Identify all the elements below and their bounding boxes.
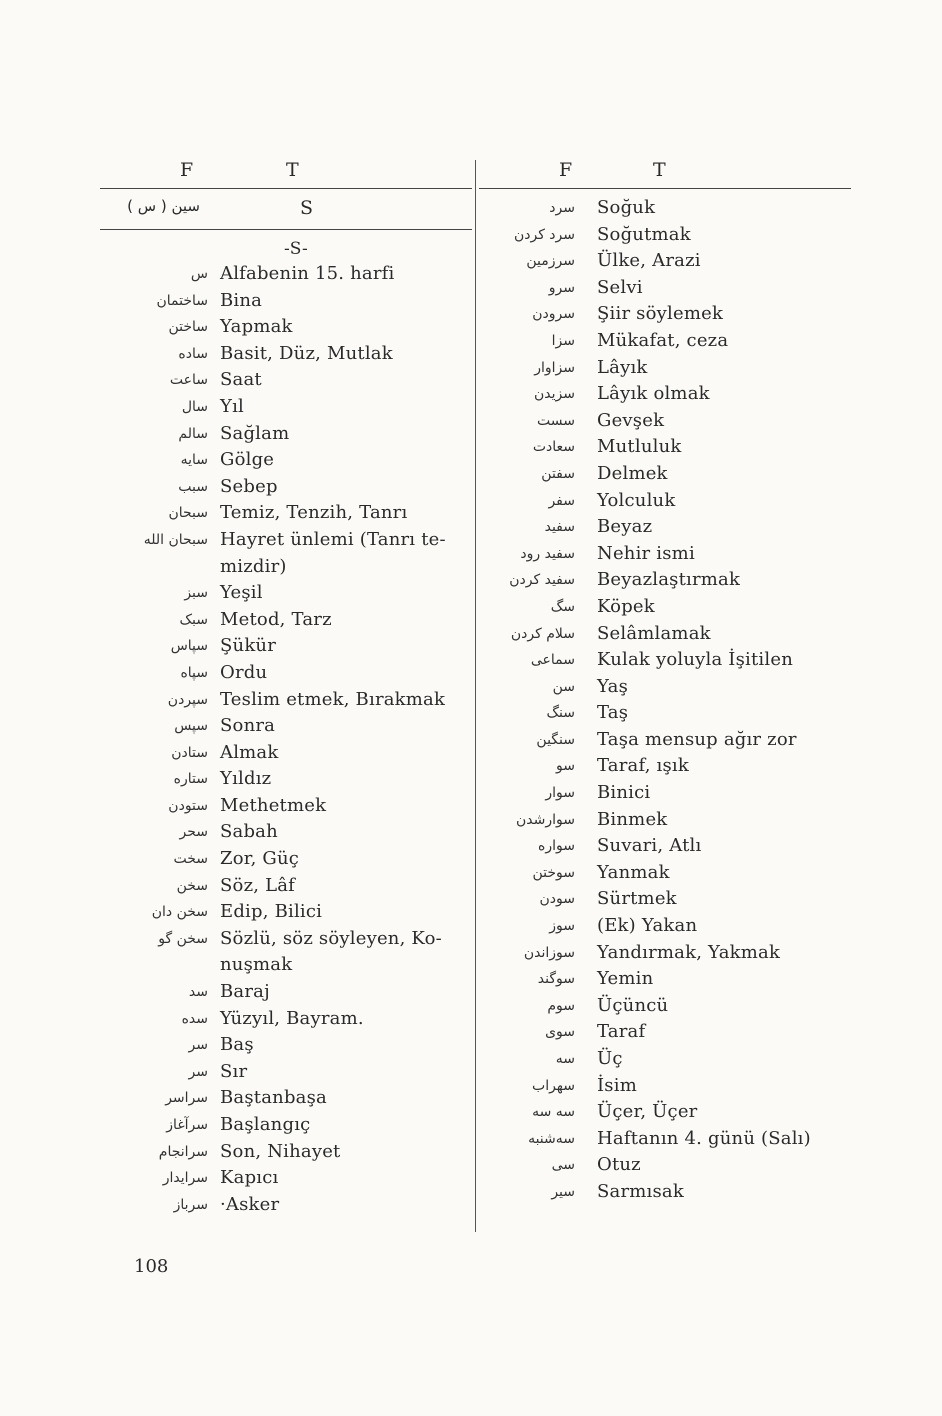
turkish-meaning: Mükafat, ceza — [597, 329, 729, 351]
turkish-meaning: Taşa mensup ağır zor — [597, 728, 797, 750]
persian-word: ساختمان — [156, 292, 208, 309]
dictionary-entry — [479, 222, 851, 249]
persian-word: سبز — [184, 585, 208, 602]
dictionary-entry — [479, 514, 851, 541]
persian-word: ساعت — [169, 372, 208, 389]
left-column-header — [100, 150, 472, 189]
persian-word: سزاوار — [534, 359, 575, 376]
turkish-meaning: Haftanın 4. günü (Salı) — [597, 1127, 811, 1149]
persian-word: سپاه — [180, 664, 208, 681]
right-column-header — [479, 150, 851, 189]
dictionary-entry — [479, 248, 851, 275]
turkish-meaning: Baraj — [220, 981, 270, 1003]
dictionary-entry — [100, 474, 472, 501]
header-f-label: F — [559, 159, 573, 181]
dictionary-entry — [100, 554, 472, 581]
dictionary-entry — [100, 261, 472, 288]
persian-word: سرآغاز — [166, 1117, 208, 1133]
turkish-meaning: Nehir ismi — [597, 542, 695, 564]
turkish-meaning: Selvi — [597, 276, 643, 298]
turkish-meaning: Selâmlamak — [597, 622, 711, 644]
turkish-meaning: Yandırmak, Yakmak — [597, 941, 781, 963]
dictionary-entry — [479, 913, 851, 940]
letter-name-persian: ( س ) سین — [127, 197, 200, 215]
persian-word: سوار — [545, 785, 575, 802]
turkish-meaning: Gölge — [220, 449, 275, 471]
dictionary-entry — [479, 833, 851, 860]
dictionary-entry — [100, 367, 472, 394]
persian-word: س — [190, 266, 208, 282]
turkish-meaning: ·Asker — [220, 1193, 280, 1215]
turkish-meaning: Sonra — [220, 715, 276, 737]
dictionary-entry — [479, 1073, 851, 1100]
turkish-meaning: Teslim etmek, Bırakmak — [220, 688, 446, 710]
persian-word: سوختن — [532, 864, 575, 881]
turkish-meaning: Bina — [220, 289, 263, 311]
dictionary-entry — [479, 195, 851, 222]
turkish-meaning: Suvari, Atlı — [597, 835, 702, 857]
dictionary-entry — [100, 687, 472, 714]
dictionary-entry — [100, 288, 472, 315]
persian-word: سوز — [549, 918, 575, 935]
dictionary-entry — [100, 873, 472, 900]
dictionary-entry — [100, 926, 472, 953]
dictionary-entry — [100, 713, 472, 740]
turkish-meaning: Saat — [220, 369, 262, 391]
dictionary-entry — [479, 674, 851, 701]
turkish-meaning: Gevşek — [597, 409, 665, 431]
dictionary-entry — [479, 647, 851, 674]
turkish-meaning: Mutluluk — [597, 436, 682, 458]
persian-word: سی — [551, 1157, 575, 1174]
dictionary-entry — [100, 846, 472, 873]
turkish-meaning: Zor, Güç — [220, 848, 300, 870]
turkish-meaning: Sarmısak — [597, 1180, 684, 1202]
dictionary-entry — [479, 381, 851, 408]
persian-word: سوی — [545, 1024, 575, 1041]
persian-word: سبحان الله — [143, 531, 208, 548]
turkish-meaning: Ülke, Arazi — [597, 250, 701, 272]
dictionary-entry — [479, 1046, 851, 1073]
persian-word: سفید رود — [520, 545, 575, 562]
right-column — [479, 150, 851, 1206]
turkish-meaning: Temiz, Tenzih, Tanrı — [220, 502, 408, 524]
dictionary-entry — [479, 434, 851, 461]
dictionary-entry — [479, 780, 851, 807]
persian-word: سست — [537, 412, 575, 429]
turkish-meaning: mizdir) — [220, 555, 287, 577]
dictionary-entry — [100, 740, 472, 767]
persian-word: سد — [188, 984, 208, 1001]
turkish-meaning: (Ek) Yakan — [597, 915, 698, 937]
dictionary-entry — [479, 753, 851, 780]
dictionary-entry — [100, 394, 472, 421]
dictionary-entry — [100, 1032, 472, 1059]
persian-word: سه — [555, 1051, 575, 1067]
turkish-meaning: Yıl — [220, 395, 244, 417]
dictionary-entry — [100, 1006, 472, 1033]
turkish-meaning: Üçüncü — [597, 994, 669, 1016]
persian-word: سماعی — [530, 652, 575, 669]
dictionary-entry — [479, 541, 851, 568]
dictionary-entry — [479, 807, 851, 834]
dictionary-entry — [100, 793, 472, 820]
persian-word: سرودن — [532, 306, 575, 323]
right-entry-list — [479, 195, 851, 1206]
letter-name-latin: S — [300, 197, 314, 219]
persian-word: سنگین — [536, 731, 575, 748]
persian-word: سراسر — [165, 1090, 208, 1107]
header-t-label: T — [653, 159, 666, 181]
turkish-meaning: Methetmek — [220, 794, 327, 816]
turkish-meaning: Binmek — [597, 808, 668, 830]
dictionary-entry — [100, 527, 472, 554]
persian-word: سو — [556, 758, 575, 775]
turkish-meaning: Yanmak — [597, 861, 670, 883]
persian-word: سال — [181, 398, 208, 415]
turkish-meaning: Otuz — [597, 1154, 641, 1176]
dictionary-entry — [100, 952, 472, 979]
dictionary-entry — [100, 421, 472, 448]
dictionary-entry — [100, 899, 472, 926]
turkish-meaning: Beyazlaştırmak — [597, 569, 741, 591]
persian-word: سفتن — [541, 465, 575, 482]
persian-word: سعادت — [532, 439, 575, 456]
turkish-meaning: Üç — [597, 1048, 623, 1069]
persian-word: سهراب — [532, 1077, 575, 1094]
persian-word: سبحان — [168, 505, 208, 522]
persian-word: ستادن — [171, 744, 208, 761]
persian-word: سر — [188, 1037, 208, 1054]
persian-word: سخن دان — [151, 904, 208, 921]
dictionary-entry — [479, 621, 851, 648]
persian-word: سرایدار — [162, 1170, 208, 1187]
dictionary-entry — [479, 886, 851, 913]
turkish-meaning: Şükür — [220, 635, 277, 657]
dictionary-entry — [479, 1126, 851, 1153]
left-entry-list — [100, 261, 472, 1218]
turkish-meaning: Almak — [220, 741, 279, 763]
dictionary-entry — [100, 1085, 472, 1112]
dictionary-entry — [479, 461, 851, 488]
turkish-meaning: Taraf — [597, 1021, 646, 1043]
dictionary-entry — [100, 1139, 472, 1166]
turkish-meaning: Yaş — [597, 675, 629, 697]
persian-word: سخت — [173, 851, 208, 868]
persian-word: سحر — [179, 824, 208, 841]
persian-word: ستودن — [168, 797, 208, 814]
dictionary-entry — [479, 1179, 851, 1206]
persian-word: سبب — [178, 478, 208, 495]
column-divider — [475, 160, 476, 1232]
turkish-meaning: Lâyık — [597, 356, 648, 378]
turkish-meaning: Ordu — [220, 661, 268, 683]
persian-word: سلام کردن — [510, 625, 575, 642]
turkish-meaning: Alfabenin 15. harfi — [220, 263, 395, 284]
persian-word: سفر — [548, 492, 575, 509]
left-column — [100, 150, 472, 1218]
turkish-meaning: Söz, Lâf — [220, 874, 296, 896]
persian-word: سده — [181, 1010, 208, 1027]
dictionary-entry — [479, 328, 851, 355]
turkish-meaning: Yeşil — [220, 582, 263, 604]
persian-word: ساختن — [168, 319, 208, 336]
dictionary-entry — [100, 660, 472, 687]
dictionary-entry — [100, 500, 472, 527]
persian-word: سایه — [180, 452, 208, 469]
turkish-meaning: Hayret ünlemi (Tanrı te- — [220, 528, 446, 550]
turkish-meaning: Şiir söylemek — [597, 303, 724, 325]
dictionary-entry — [479, 301, 851, 328]
persian-word: سالم — [178, 425, 208, 442]
header-f-label: F — [180, 159, 194, 181]
turkish-meaning: Kapıcı — [220, 1167, 279, 1189]
dictionary-entry — [100, 1165, 472, 1192]
turkish-meaning: nuşmak — [220, 954, 293, 976]
persian-word: سرانجام — [158, 1143, 208, 1160]
dictionary-entry — [479, 727, 851, 754]
dictionary-entry — [100, 341, 472, 368]
persian-word: سه سه — [532, 1104, 575, 1121]
persian-word: سبک — [179, 611, 208, 628]
persian-word: سیر — [551, 1183, 575, 1200]
dictionary-entry — [479, 1099, 851, 1126]
turkish-meaning: Sözlü, söz söyleyen, Ko- — [220, 927, 442, 949]
persian-word: سرد — [549, 200, 575, 216]
dictionary-entry — [100, 979, 472, 1006]
persian-word: سخن — [176, 877, 208, 894]
dictionary-entry — [479, 275, 851, 302]
dictionary-entry — [479, 966, 851, 993]
turkish-meaning: Edip, Bilici — [220, 901, 323, 923]
persian-word: سرد کردن — [513, 226, 575, 243]
dictionary-entry — [479, 567, 851, 594]
persian-word: سه‌شنبه — [528, 1130, 575, 1147]
turkish-meaning: İsim — [597, 1074, 637, 1096]
dictionary-entry — [479, 355, 851, 382]
header-t-label: T — [286, 159, 299, 181]
dictionary-entry — [479, 1019, 851, 1046]
turkish-meaning: Başlangıç — [220, 1114, 311, 1135]
persian-word: سن — [552, 678, 575, 695]
dictionary-entry — [479, 1152, 851, 1179]
turkish-meaning: Baştanbaşa — [220, 1087, 327, 1109]
dictionary-entry — [479, 594, 851, 621]
turkish-meaning: Basit, Düz, Mutlak — [220, 342, 393, 364]
turkish-meaning: Yıldız — [220, 768, 272, 790]
persian-word: سپس — [174, 718, 208, 735]
turkish-meaning: Soğuk — [597, 197, 656, 218]
page-number: 108 — [134, 1256, 169, 1277]
persian-word: سر — [188, 1063, 208, 1080]
dictionary-entry — [100, 766, 472, 793]
persian-word: سزا — [551, 332, 575, 349]
turkish-meaning: Üçer, Üçer — [597, 1101, 698, 1123]
dictionary-entry — [479, 993, 851, 1020]
turkish-meaning: Yüzyıl, Bayram. — [220, 1007, 364, 1029]
turkish-meaning: Baş — [220, 1034, 254, 1056]
persian-word: سودن — [539, 891, 575, 908]
dictionary-entry — [479, 940, 851, 967]
turkish-meaning: Taş — [597, 702, 629, 724]
turkish-meaning: Beyaz — [597, 516, 653, 538]
dictionary-entry — [100, 633, 472, 660]
persian-word: سزیدن — [534, 386, 575, 403]
persian-word: سرزمین — [526, 253, 575, 270]
dictionary-entry — [479, 860, 851, 887]
dictionary-entry — [479, 700, 851, 727]
persian-word: سوم — [547, 997, 575, 1014]
turkish-meaning: Soğutmak — [597, 223, 691, 245]
turkish-meaning: Sebep — [220, 475, 278, 497]
dictionary-entry — [479, 488, 851, 515]
dictionary-entry — [479, 408, 851, 435]
dictionary-entry — [100, 314, 472, 341]
section-mark: -S- — [284, 239, 308, 259]
turkish-meaning: Yapmak — [220, 316, 293, 338]
dictionary-entry — [100, 819, 472, 846]
persian-word: سپردن — [167, 691, 208, 708]
letter-subheader — [100, 189, 472, 230]
turkish-meaning: Yemin — [597, 968, 654, 990]
turkish-meaning: Kulak yoluyla İşitilen — [597, 649, 793, 671]
turkish-meaning: Son, Nihayet — [220, 1140, 341, 1162]
dictionary-entry — [100, 580, 472, 607]
turkish-meaning: Köpek — [597, 595, 655, 617]
turkish-meaning: Taraf, ışık — [597, 755, 689, 777]
turkish-meaning: Lâyık olmak — [597, 383, 710, 405]
persian-word: ستاره — [173, 771, 208, 788]
persian-word: سخن گو — [158, 930, 208, 947]
turkish-meaning: Yolculuk — [597, 489, 676, 511]
persian-word: سنگ — [546, 705, 575, 722]
persian-word: سوگند — [537, 971, 575, 988]
turkish-meaning: Sır — [220, 1060, 248, 1082]
persian-word: سفید — [544, 519, 575, 536]
persian-word: سپاس — [170, 638, 208, 655]
dictionary-entry — [100, 1112, 472, 1139]
turkish-meaning: Sabah — [220, 821, 278, 843]
dictionary-entry — [100, 1059, 472, 1086]
dictionary-entry — [100, 1192, 472, 1219]
persian-word: سرباز — [173, 1196, 208, 1213]
dictionary-entry — [100, 607, 472, 634]
persian-word: سفید کردن — [509, 572, 575, 589]
turkish-meaning: Sağlam — [220, 422, 290, 444]
persian-word: سوارشدن — [516, 811, 575, 828]
turkish-meaning: Sürtmek — [597, 888, 677, 910]
persian-word: سوزاندن — [523, 944, 575, 961]
turkish-meaning: Delmek — [597, 462, 668, 484]
turkish-meaning: Metod, Tarz — [220, 608, 332, 630]
persian-word: سرو — [548, 279, 575, 296]
persian-word: سواره — [538, 838, 575, 855]
dictionary-entry — [100, 447, 472, 474]
persian-word: ساده — [178, 345, 208, 362]
turkish-meaning: Binici — [597, 782, 651, 804]
persian-word: سگ — [550, 598, 575, 615]
